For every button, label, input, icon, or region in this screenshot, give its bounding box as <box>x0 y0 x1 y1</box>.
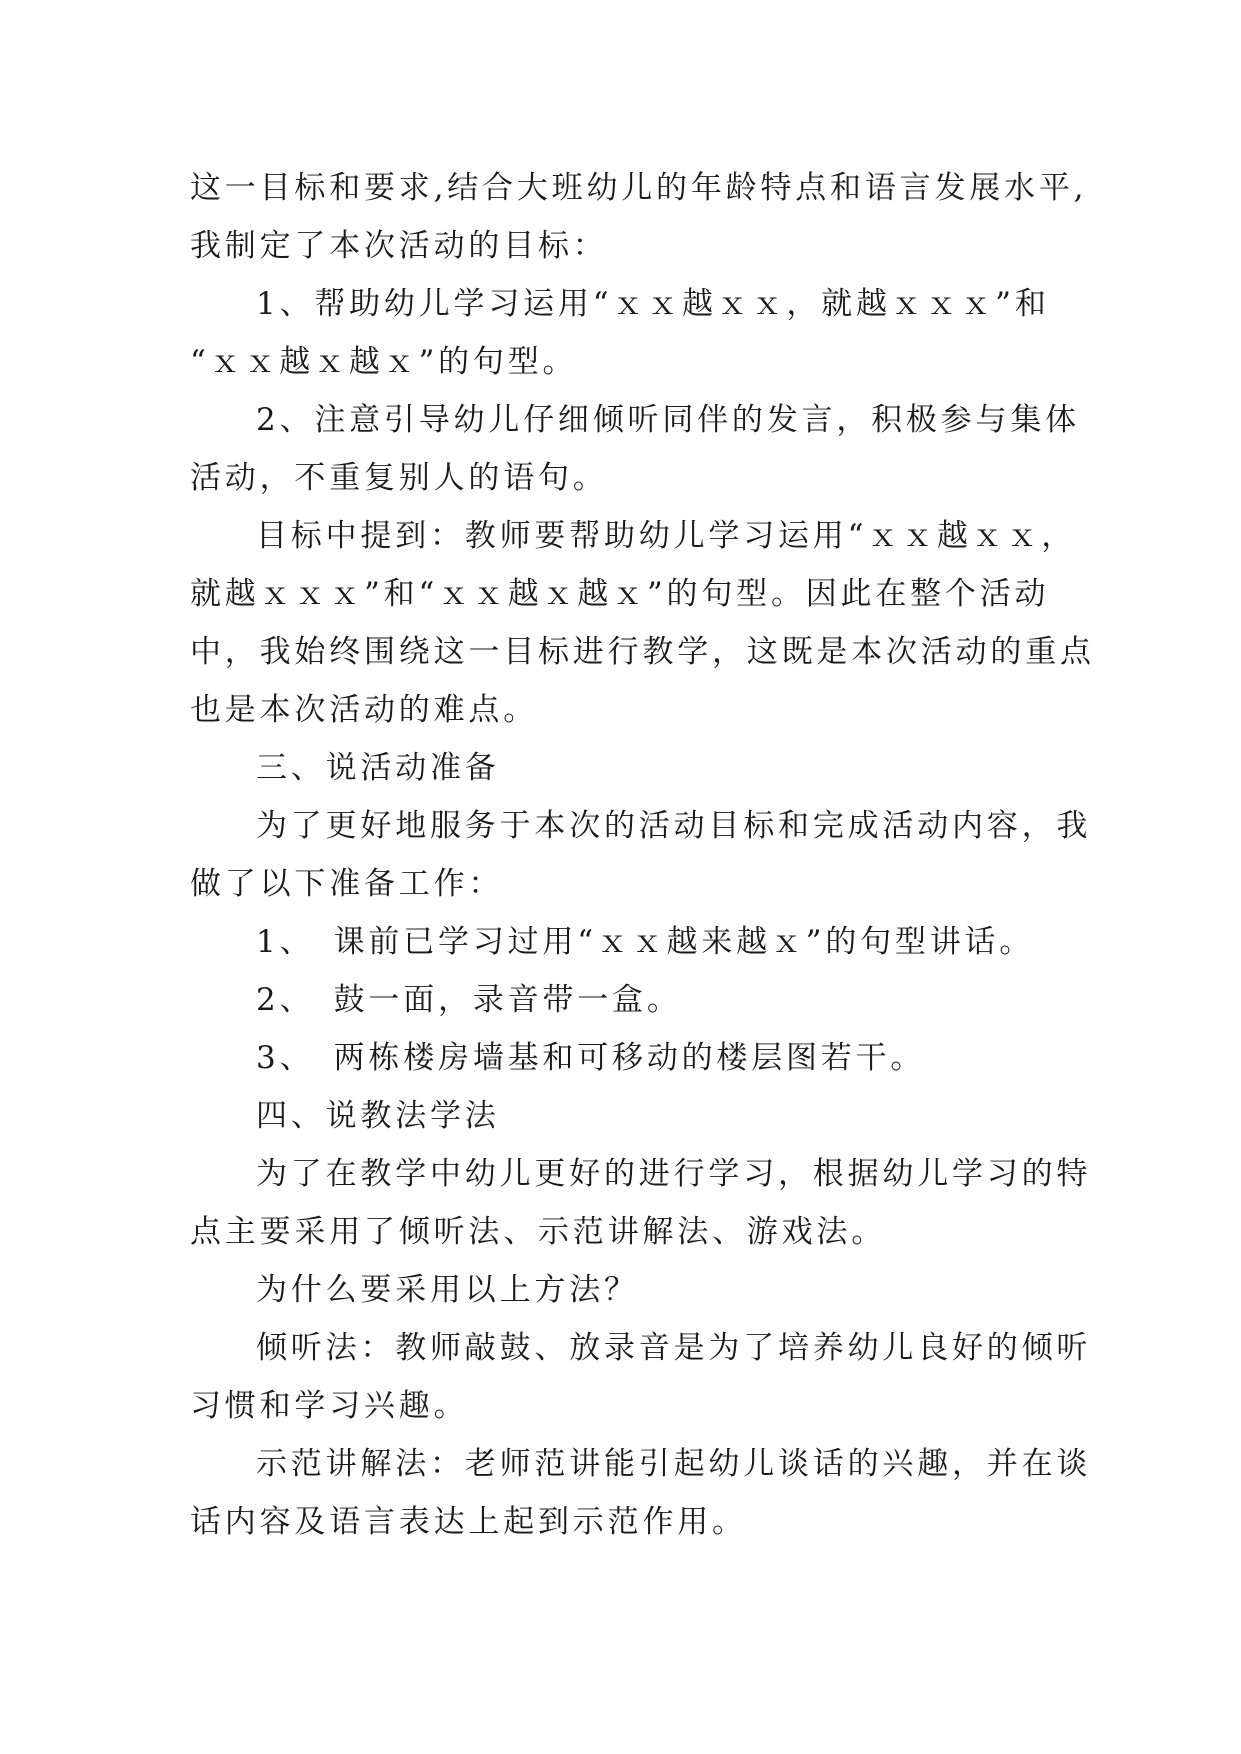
text-line: 这一目标和要求,结合大班幼儿的年龄特点和语言发展水平, <box>190 170 1088 206</box>
text-line: 做了以下准备工作： <box>190 866 504 902</box>
list-item: 1、 课前已学习过用“ｘｘ越来越ｘ”的句型讲话。 <box>256 924 1035 960</box>
paragraph-start: 为了在教学中幼儿更好的进行学习，根据幼儿学习的特 <box>256 1156 1092 1192</box>
list-item: 1、帮助幼儿学习运用“ｘｘ越ｘｘ，就越ｘｘｘ”和 <box>256 286 1050 322</box>
text-line: 就越ｘｘｘ”和“ｘｘ越ｘ越ｘ”的句型。因此在整个活动 <box>190 576 1050 612</box>
text-line: “ｘｘ越ｘ越ｘ”的句型。 <box>190 344 578 380</box>
text-line: 点主要采用了倾听法、示范讲解法、游戏法。 <box>190 1214 886 1250</box>
section-heading: 三、说活动准备 <box>256 750 500 786</box>
text-line: 话内容及语言表达上起到示范作用。 <box>190 1504 747 1540</box>
paragraph-start: 为了更好地服务于本次的活动目标和完成活动内容，我 <box>256 808 1092 844</box>
list-item: 2、注意引导幼儿仔细倾听同伴的发言，积极参与集体 <box>256 402 1080 438</box>
text-line: 活动，不重复别人的语句。 <box>190 460 608 496</box>
paragraph-start: 目标中提到：教师要帮助幼儿学习运用“ｘｘ越ｘｘ， <box>256 518 1077 554</box>
paragraph-start: 为什么要采用以上方法？ <box>256 1272 639 1308</box>
list-item: 3、 两栋楼房墙基和可移动的楼层图若干。 <box>256 1040 926 1076</box>
text-line: 也是本次活动的难点。 <box>190 692 538 728</box>
paragraph-start: 倾听法：教师敲鼓、放录音是为了培养幼儿良好的倾听 <box>256 1330 1092 1366</box>
section-heading: 四、说教法学法 <box>256 1098 500 1134</box>
text-line: 中，我始终围绕这一目标进行教学，这既是本次活动的重点 <box>190 634 1095 670</box>
text-line: 习惯和学习兴趣。 <box>190 1388 469 1424</box>
list-item: 2、 鼓一面，录音带一盒。 <box>256 982 682 1018</box>
text-line: 我制定了本次活动的目标： <box>190 228 608 264</box>
paragraph-start: 示范讲解法：老师范讲能引起幼儿谈话的兴趣，并在谈 <box>256 1446 1092 1482</box>
